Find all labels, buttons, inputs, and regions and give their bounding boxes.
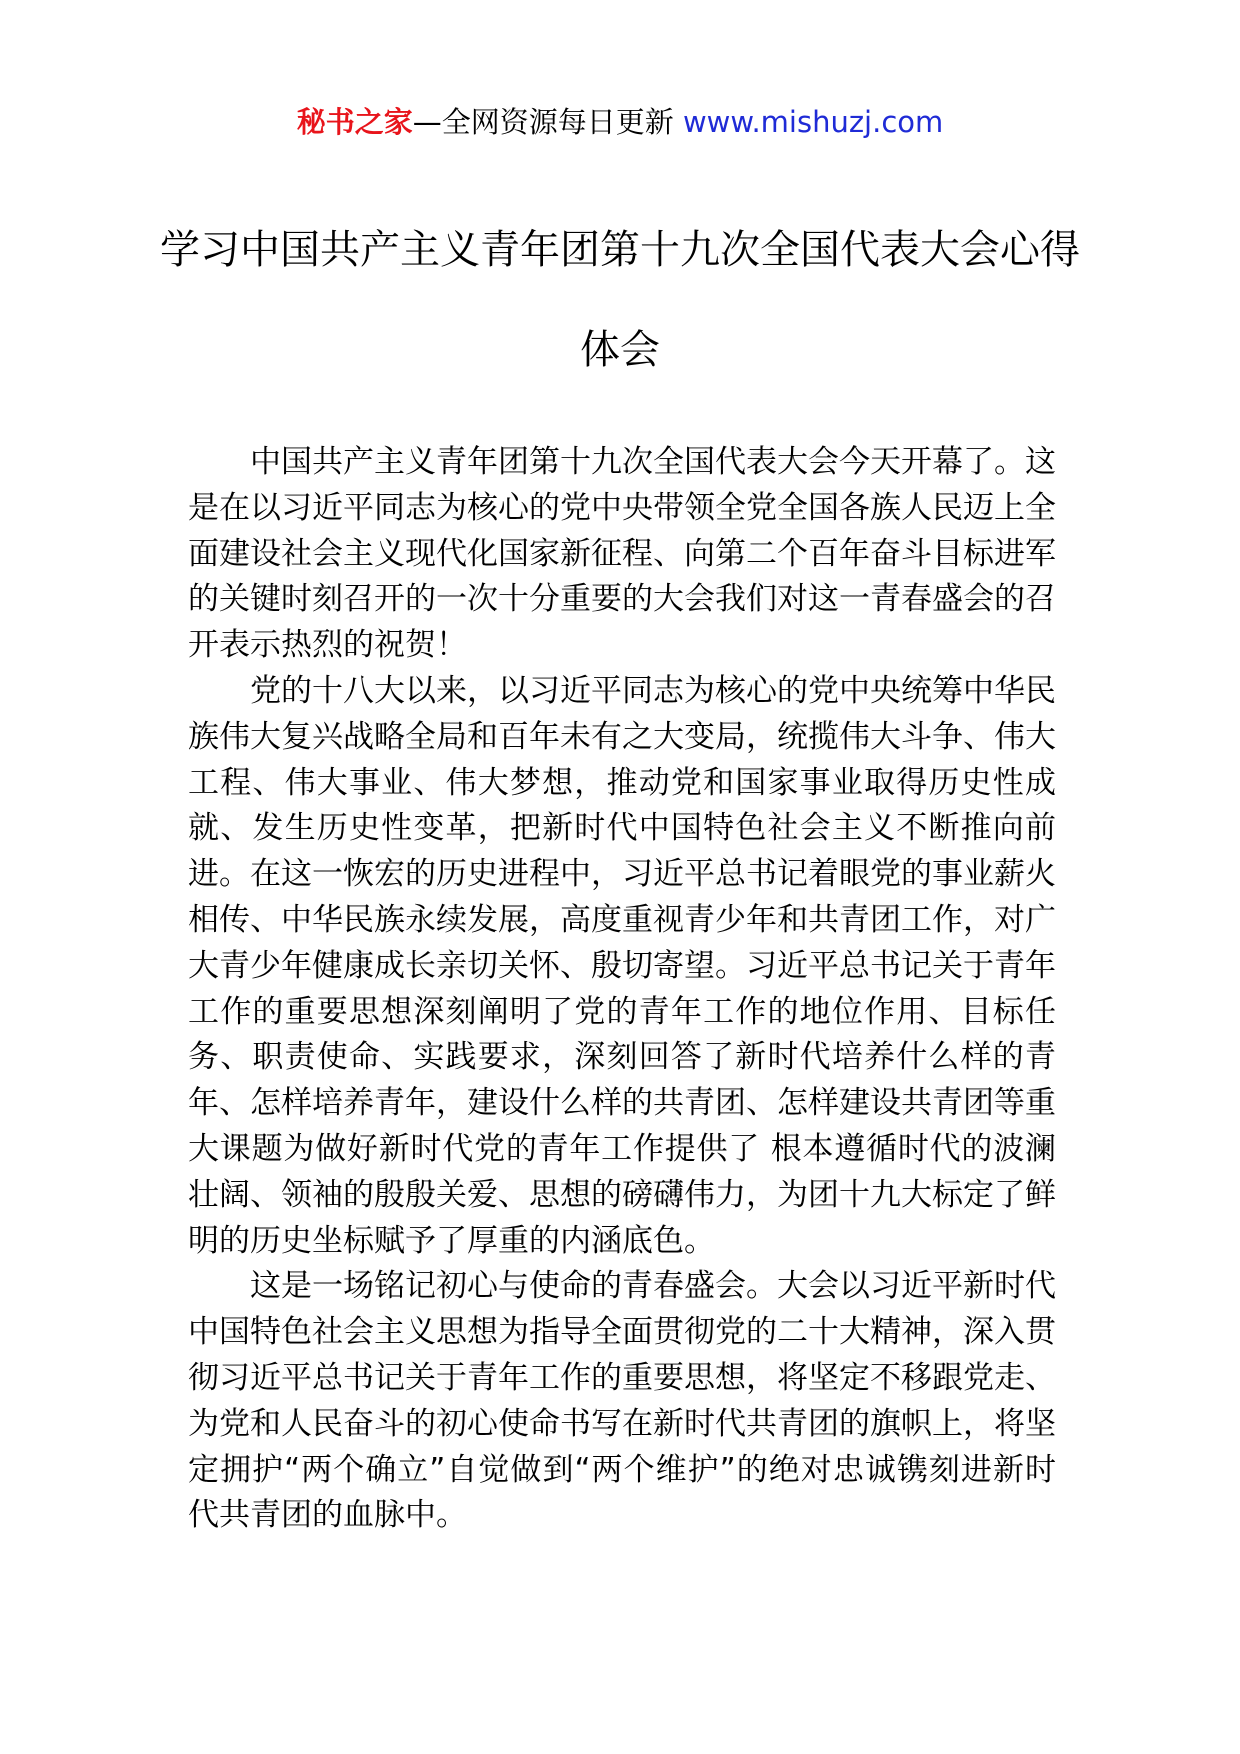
site-header <box>0 100 1240 144</box>
paragraph-3: 这是一场铭记初心与使命的青春盛会。大会以习近平新时代中国特色社会主义思想为指导全面贯彻党的二十大精神，深入贯彻习近平总书记关于青年工作的重要思想，将坚定不移跟党走、为党和人民奋斗的初心使命书写在新时代共青团的旗帜上，将坚定拥护“两个确立”自觉做到“两个维护”的绝对忠诚镌刻进新时代共青团的血脉中。 <box>188 1268 1056 1534</box>
document-title: 学习中国共产主义青年团第十九次全国代表大会心得体会 <box>160 227 1080 373</box>
site-url-link[interactable]: www.mishuzj.com <box>682 105 944 139</box>
paragraph-1: 中国共产主义青年团第十九次全国代表大会今天开幕了。这是在以习近平同志为核心的党中央带领全党全国各族人民迈上全面建设社会主义现代化国家新征程、向第二个百年奋斗目标进军的关键时刻召开的一次十分重要的大会我们对这一青春盛会的召开表示热烈的祝贺！ <box>188 444 1056 664</box>
paragraph-2: 党的十八大以来，以习近平同志为核心的党中央统筹中华民族伟大复兴战略全局和百年未有之大变局，统揽伟大斗争、伟大工程、伟大事业、伟大梦想，推动党和国家事业取得历史性成就、发生历史性变革，把新时代中国特色社会主义不断推向前进。在这一恢宏的历史进程中，习近平总书记着眼党的事业薪火相传、中华民族永续发展，高度重视青少年和共青团工作，对广大青少年健康成长亲切关怀、殷切寄望。习近平总书记关于青年工作的重要思想深刻阐明了党的青年工作的地位作用、目标任务、职责使命、实践要求，深刻回答了新时代培养什么样的青年、怎样培养青年，建设什么样的共青团、怎样建设共青团等重大课题为做好新时代党的青年工作提供了 根本遵循时代的波澜壮阔、领袖的殷殷关爱、思想的磅礴伟力，为团十九大标定了鲜明的历史坐标赋予了厚重的内涵底色。 <box>188 672 1056 1259</box>
site-brand: 秘书之家 <box>296 105 413 139</box>
document-body <box>188 440 1056 1539</box>
site-tagline: —全网资源每日更新 <box>412 105 674 139</box>
